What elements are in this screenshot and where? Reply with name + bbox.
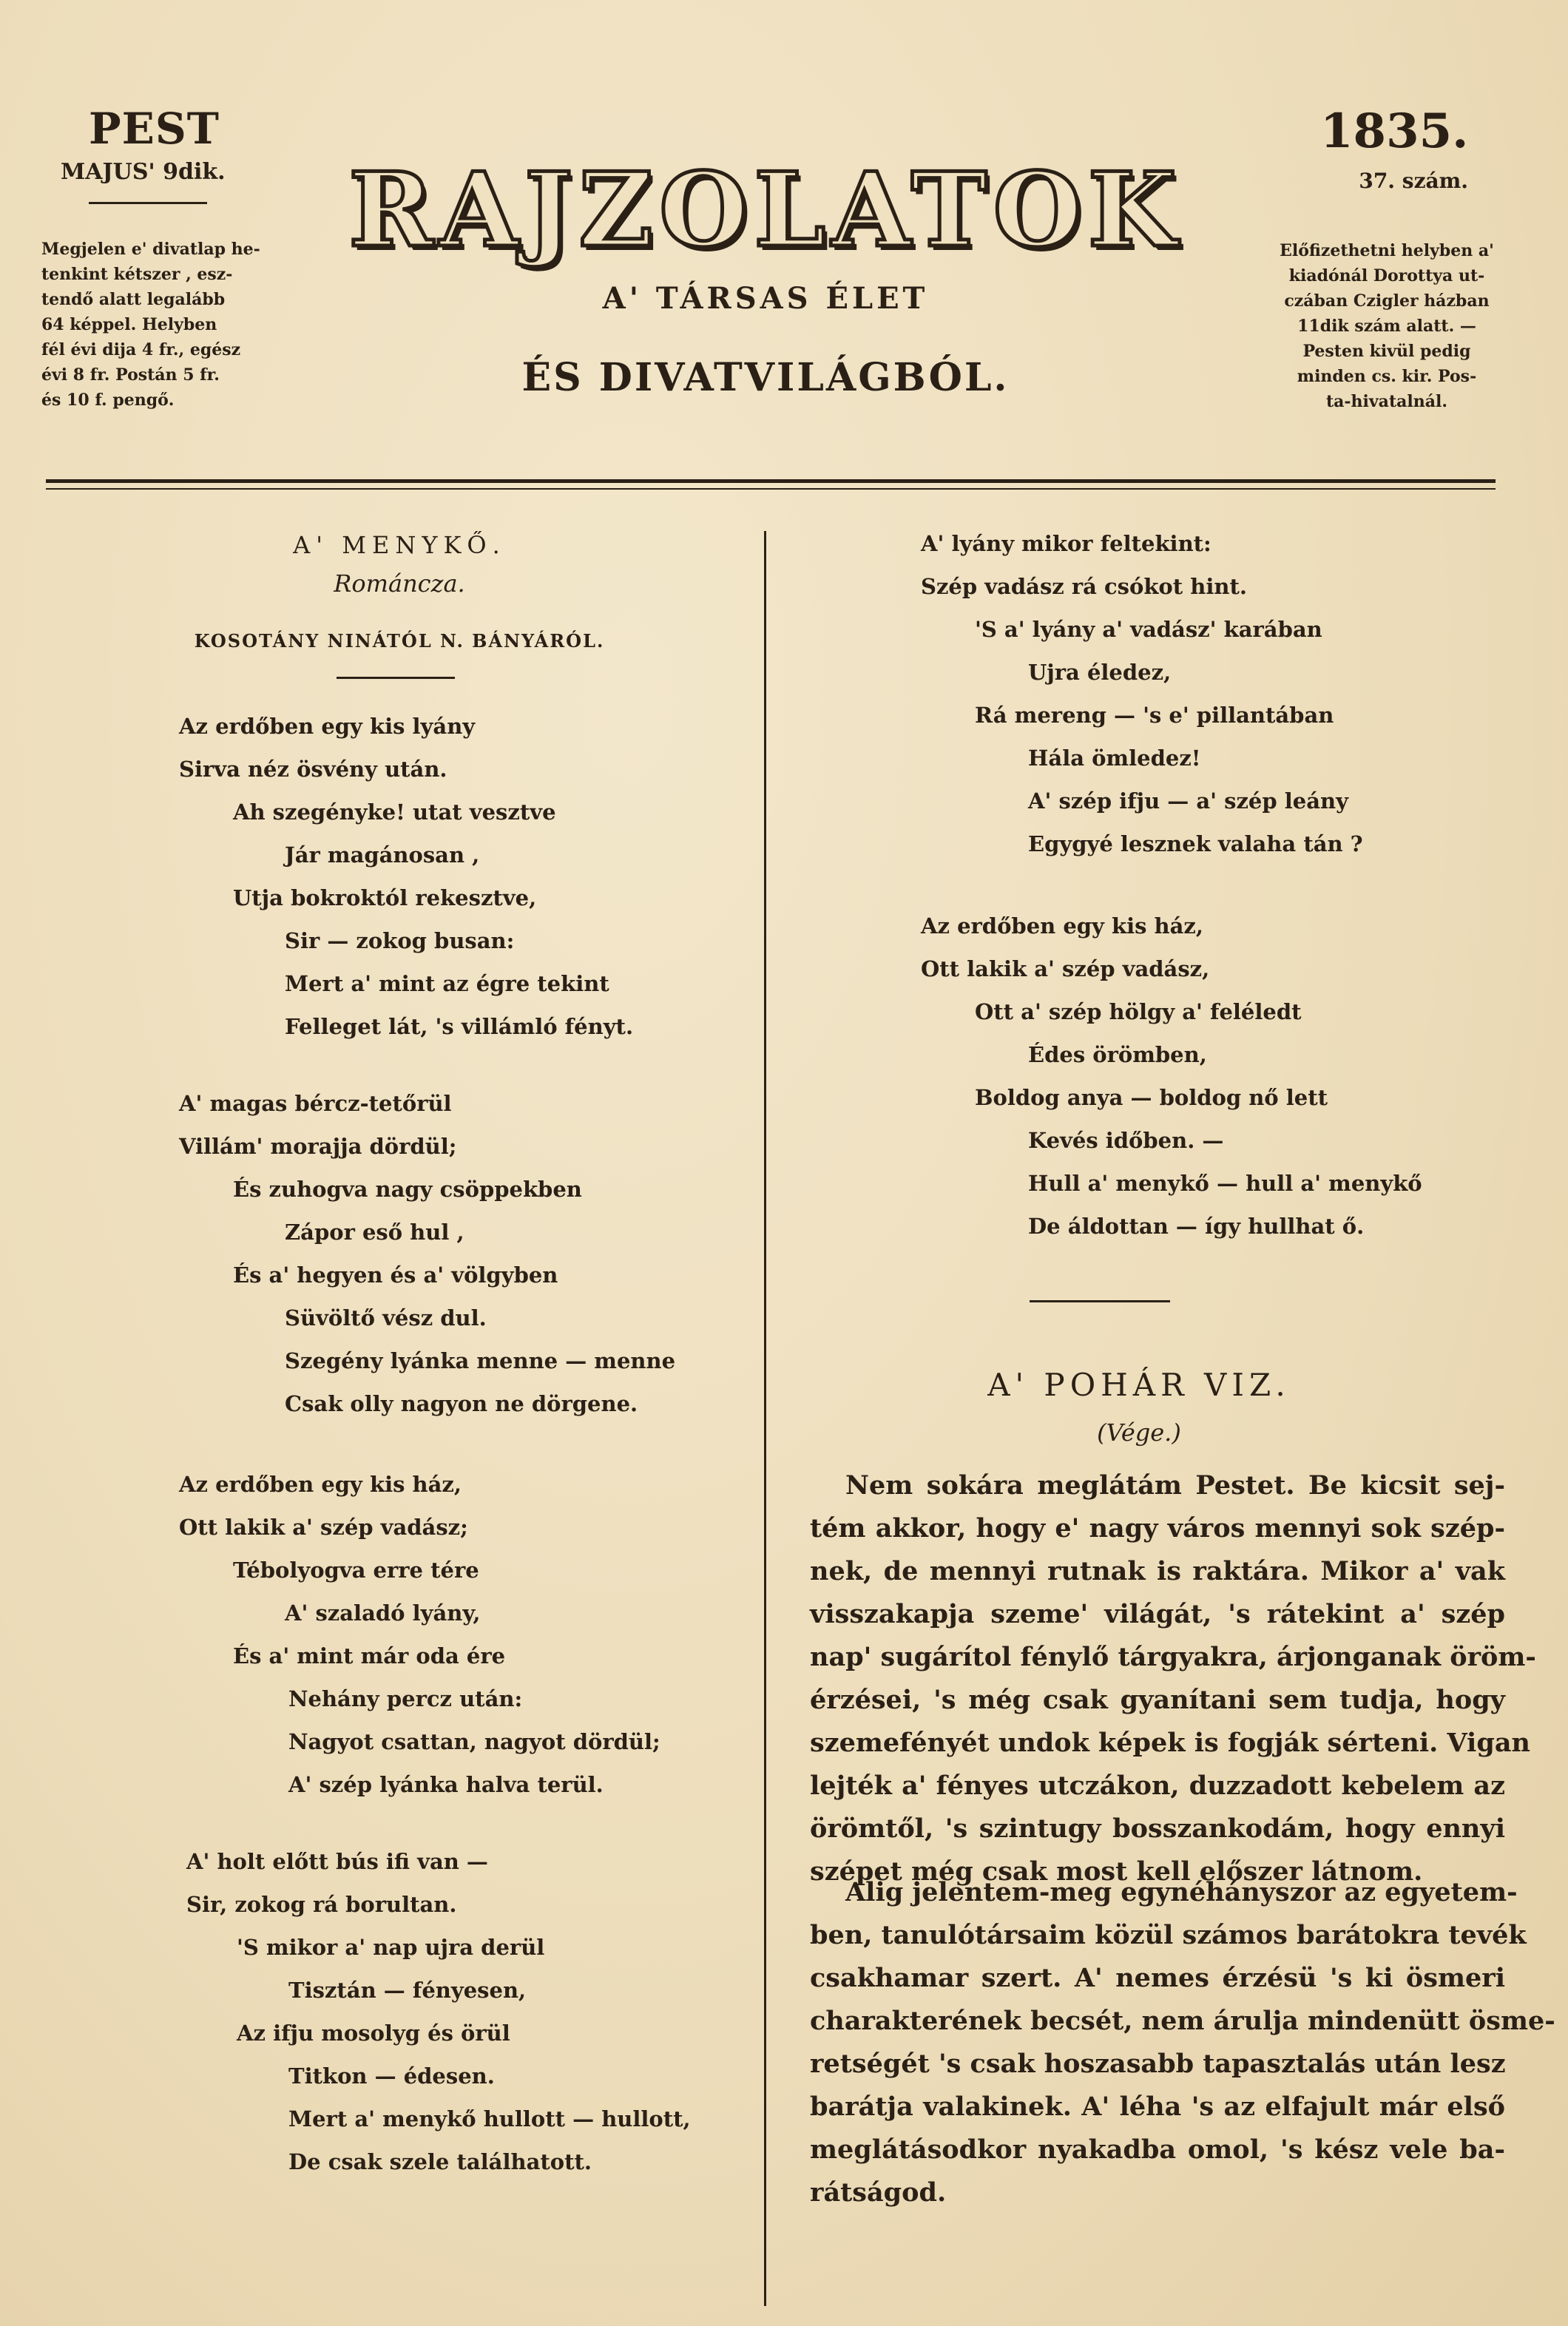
article-line: charakterének becsét, nem árulja mindenütt ösme- (810, 2006, 1555, 2036)
notice-line: 64 képpel. Helyben (41, 315, 217, 334)
article-title: A' POHÁR VIZ. (987, 1367, 1291, 1403)
poem-line: Rá mereng — 's e' pillantában (975, 703, 1334, 728)
newspaper-subtitle-line1: A' TÁRSAS ÉLET (602, 281, 929, 316)
poem-line: Zápor eső hul , (285, 1220, 464, 1245)
issue-number: 37. szám. (1359, 169, 1468, 193)
poem-title: A' MENYKŐ. (293, 531, 506, 559)
poem-line: Sirva néz ösvény után. (179, 757, 447, 782)
poem-line: 'S mikor a' nap ujra derül (237, 1935, 545, 1960)
poem-line: Az erdőben egy kis lyány (179, 714, 476, 739)
article-note: (Vége.) (1097, 1419, 1181, 1447)
article-line: Nem sokára meglátám Pestet. Be kicsit sej- (845, 1470, 1505, 1501)
article-line: rátságod. (810, 2177, 947, 2208)
poem-line: A' lyány mikor feltekint: (921, 531, 1212, 556)
poem-line: Az erdőben egy kis ház, (179, 1472, 462, 1497)
poem-line: Ah szegényke! utat vesztve (233, 799, 556, 825)
poem-line: Villám' morajja dördül; (179, 1134, 457, 1159)
masthead-divider (89, 202, 207, 204)
poem-line: Felleget lát, 's villámló fényt. (285, 1014, 634, 1039)
newspaper-title: RAJZOLATOK (348, 149, 1183, 270)
poem-line: De áldottan — így hullhat ő. (1028, 1214, 1365, 1239)
poem-line: Az ifju mosolyg és örül (237, 2021, 510, 2046)
poem-line: Boldog anya — boldog nő lett (975, 1085, 1328, 1110)
newspaper-subtitle-line2: ÉS DIVATVILÁGBÓL. (521, 355, 1010, 400)
article-line: érzései, 's még csak gyanítani sem tudja, hogy (810, 1685, 1505, 1715)
article-line: nek, de mennyi rutnak is raktára. Mikor a' vak (810, 1556, 1505, 1586)
article-line: ben, tanulótársaim közül számos barátokra tevék (810, 1920, 1527, 1950)
notice-line: tenkint kétszer , esz- (41, 265, 233, 284)
header-rule-thin (46, 488, 1496, 490)
notice-line: Előfizethetni helyben a' (1280, 241, 1494, 260)
article-line: barátja valakinek. A' léha 's az elfajult már első (810, 2092, 1505, 2122)
masthead-date: MAJUS' 9dik. (61, 159, 226, 185)
subscription-notice (41, 237, 263, 413)
poem-line: A' holt előtt bús ifi van — (186, 1849, 488, 1874)
article-line: csakhamar szert. A' nemes érzésü 's ki ösmeri (810, 1963, 1505, 1993)
poem-line: Süvöltő vész dul. (285, 1305, 487, 1331)
poem-line: Sir — zokog busan: (285, 928, 515, 953)
poem-line: Az erdőben egy kis ház, (921, 913, 1203, 939)
poem-line: Kevés időben. — (1028, 1128, 1224, 1153)
notice-line: Pesten kivül pedig (1302, 342, 1471, 361)
poem-line: Titkon — édesen. (288, 2063, 495, 2089)
poem-line: Hála ömledez! (1028, 746, 1201, 771)
subscription-info (1280, 238, 1494, 414)
poem-line: De csak szele találhatott. (288, 2149, 592, 2174)
article-line: lejték a' fényes utczákon, duzzadott kebelem az (810, 1771, 1505, 1801)
poem-line: Édes örömben, (1028, 1042, 1207, 1067)
notice-line: 11dik szám alatt. — (1297, 317, 1476, 336)
masthead-year: 1835. (1320, 104, 1469, 159)
poem-line: Nehány percz után: (288, 1686, 523, 1711)
poem-line: 'S a' lyány a' vadász' karában (975, 617, 1322, 642)
article-line: szemefényét undok képek is fogják sérteni. Vigan (810, 1728, 1530, 1758)
notice-line: Megjelen e' divatlap he- (41, 240, 260, 259)
poem-line: Egygyé lesznek valaha tán ? (1028, 831, 1363, 856)
notice-line: kiadónál Dorottya ut- (1288, 266, 1485, 285)
column-divider (764, 531, 766, 2306)
section-divider (1030, 1300, 1170, 1302)
poem-line: Ott lakik a' szép vadász, (921, 956, 1210, 981)
header-rule-thick (46, 479, 1496, 483)
poem-line: Ott a' szép hölgy a' feléledt (975, 999, 1302, 1024)
article-line: szépet még csak most kell előszer látnom. (810, 1856, 1423, 1887)
poem-line: És a' mint már oda ére (233, 1643, 506, 1669)
article-line: Alig jelentem-meg egynéhányszor az egyetem- (845, 1877, 1518, 1907)
poem-line: És a' hegyen és a' völgyben (233, 1262, 558, 1288)
poem-line: Tébolyogva erre tére (233, 1558, 479, 1583)
poem-line: Csak olly nagyon ne dörgene. (285, 1391, 638, 1416)
article-line: meglátásodkor nyakadba omol, 's kész vele ba- (810, 2134, 1505, 2165)
poem-line: Sir, zokog rá borultan. (186, 1892, 457, 1917)
poem-author: KOSOTÁNY NINÁTÓL N. BÁNYÁRÓL. (194, 630, 605, 652)
poem-line: A' szaladó lyány, (285, 1600, 481, 1626)
masthead-city: PEST (89, 104, 220, 154)
poem-genre: Románcza. (334, 569, 465, 598)
poem-line: Tisztán — fényesen, (288, 1978, 527, 2003)
notice-line: czában Czigler házban (1284, 291, 1490, 311)
article-line: nap' sugárítol fénylő tárgyakra, árjonganak öröm- (810, 1642, 1536, 1672)
notice-line: évi 8 fr. Postán 5 fr. (41, 365, 220, 385)
poem-line: És zuhogva nagy csöppekben (233, 1177, 582, 1202)
notice-line: minden cs. kir. Pos- (1297, 367, 1477, 386)
poem-divider (337, 677, 455, 679)
notice-line: és 10 f. pengő. (41, 391, 175, 410)
poem-line: A' magas bércz-tetőrül (179, 1091, 452, 1116)
poem-line: Hull a' menykő — hull a' menykő (1028, 1171, 1422, 1196)
poem-line: Szép vadász rá csókot hint. (921, 574, 1247, 599)
notice-line: tendő alatt legalább (41, 290, 226, 309)
poem-line: Szegény lyánka menne — menne (285, 1348, 676, 1373)
poem-line: Ujra éledez, (1028, 660, 1172, 685)
article-paragraph-2 (810, 1871, 1555, 2214)
article-line: tém akkor, hogy e' nagy város mennyi sok szép- (810, 1513, 1505, 1544)
poem-line: Mert a' mint az égre tekint (285, 971, 609, 996)
notice-line: ta-hivatalnál. (1326, 392, 1447, 411)
poem-line: A' szép ifju — a' szép leány (1028, 788, 1348, 814)
poem-line: Jár magánosan , (285, 842, 480, 868)
article-paragraph-1 (810, 1464, 1536, 1893)
poem-line: Utja bokroktól rekesztve, (233, 885, 537, 910)
notice-line: fél évi dija 4 fr., egész (41, 340, 241, 359)
poem-line: Mert a' menykő hullott — hullott, (288, 2106, 691, 2131)
article-line: retségét 's csak hoszasabb tapasztalás után lesz (810, 2049, 1506, 2079)
article-line: örömtől, 's szintugy bosszankodám, hogy ennyi (810, 1813, 1505, 1844)
article-line: visszakapja szeme' világát, 's rátekint a' szép (810, 1599, 1505, 1629)
poem-line: A' szép lyánka halva terül. (288, 1772, 604, 1797)
poem-line: Ott lakik a' szép vadász; (179, 1515, 468, 1540)
poem-line: Nagyot csattan, nagyot dördül; (288, 1729, 660, 1754)
